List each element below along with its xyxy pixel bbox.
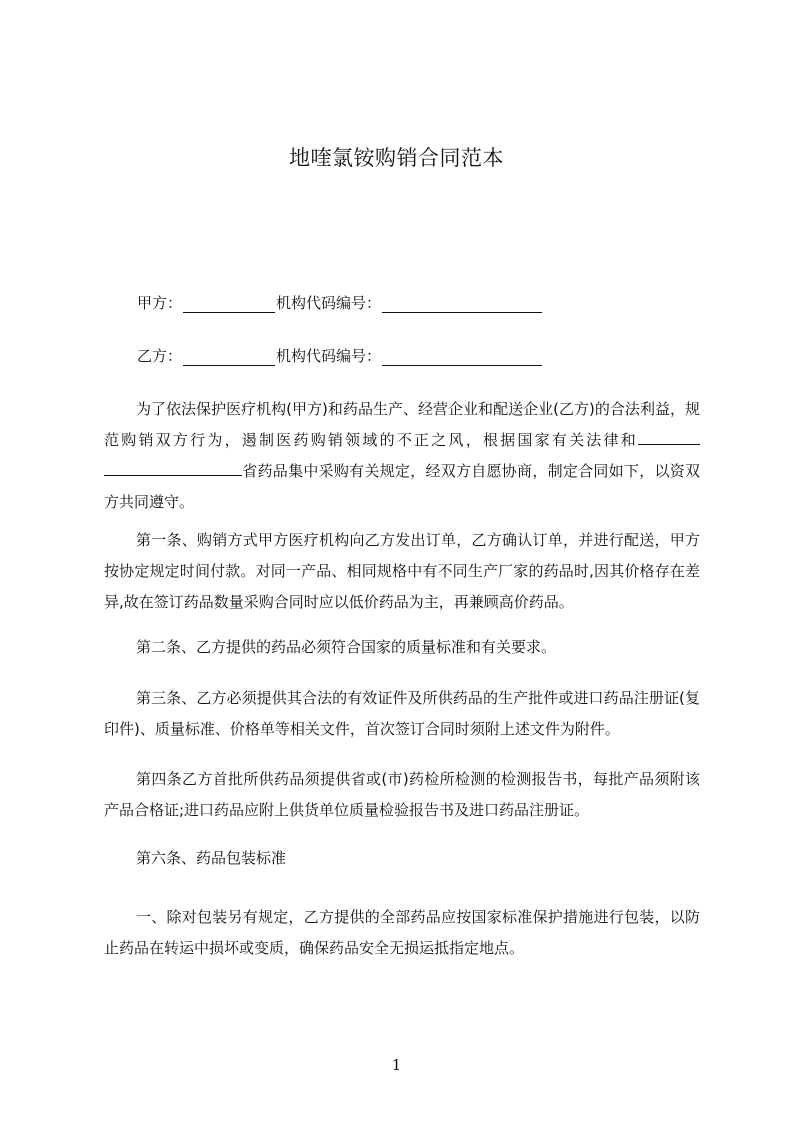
article-2: 第二条、乙方提供的药品必须符合国家的质量标准和有关要求。 — [136, 638, 557, 656]
party-a-code-blank — [382, 297, 542, 313]
law-blank-1 — [638, 430, 700, 445]
party-b-line — [137, 345, 543, 366]
party-a-line — [137, 292, 543, 313]
party-b-code-blank — [382, 350, 542, 366]
article-6-item-1: 一、除对包装另有规定，乙方提供的全部药品应按国家标准保护措施进行包装，以防止药品在转运中损坏或变质，确保药品安全无损运抵指定地点。 — [104, 908, 700, 957]
party-b-label: 乙方： — [137, 347, 183, 365]
article-6-heading: 第六条、药品包装标准 — [136, 849, 287, 867]
preamble-text-1: 为了依法保护医疗机构(甲方)和药品生产、经营企业和配送企业(乙方)的合法利益，规范购销双方行为，遏制医药购销领域的不正之风，根据国家有关法律和 — [104, 400, 700, 449]
preamble-paragraph — [104, 394, 700, 518]
party-b-name-blank — [183, 350, 275, 366]
party-a-name-blank — [183, 297, 275, 313]
page-number: 1 — [391, 1056, 402, 1074]
document-title: 地喹氯铵购销合同范本 — [289, 146, 504, 170]
law-blank-2 — [104, 461, 242, 476]
party-a-label: 甲方： — [137, 294, 183, 312]
party-a-code-label: 机构代码编号： — [276, 294, 382, 312]
article-4: 第四条乙方首批所供药品须提供省或(市)药检所检测的检测报告书，每批产品须附该产品合格证;进口药品应附上供货单位质量检验报告书及进口药品注册证。 — [104, 770, 700, 819]
article-1: 第一条、购销方式甲方医疗机构向乙方发出订单，乙方确认订单，并进行配送，甲方按协定规定时间付款。对同一产品、相同规格中有不同生产厂家的药品时,因其价格存在差异,故在签订药品数量采购合同时应以低价药品为主，再兼顾高价药品。 — [104, 531, 700, 611]
preamble-text-2: 省药品集中采购有关规定，经双方自愿协商，制定合同如下，以资双方共同遵守。 — [104, 462, 700, 511]
party-b-code-label: 机构代码编号： — [276, 347, 382, 365]
article-3: 第三条、乙方必须提供其合法的有效证件及所供药品的生产批件或进口药品注册证(复印件)、质量标准、价格单等相关文件，首次签订合同时须附上述文件为附件。 — [104, 689, 700, 738]
